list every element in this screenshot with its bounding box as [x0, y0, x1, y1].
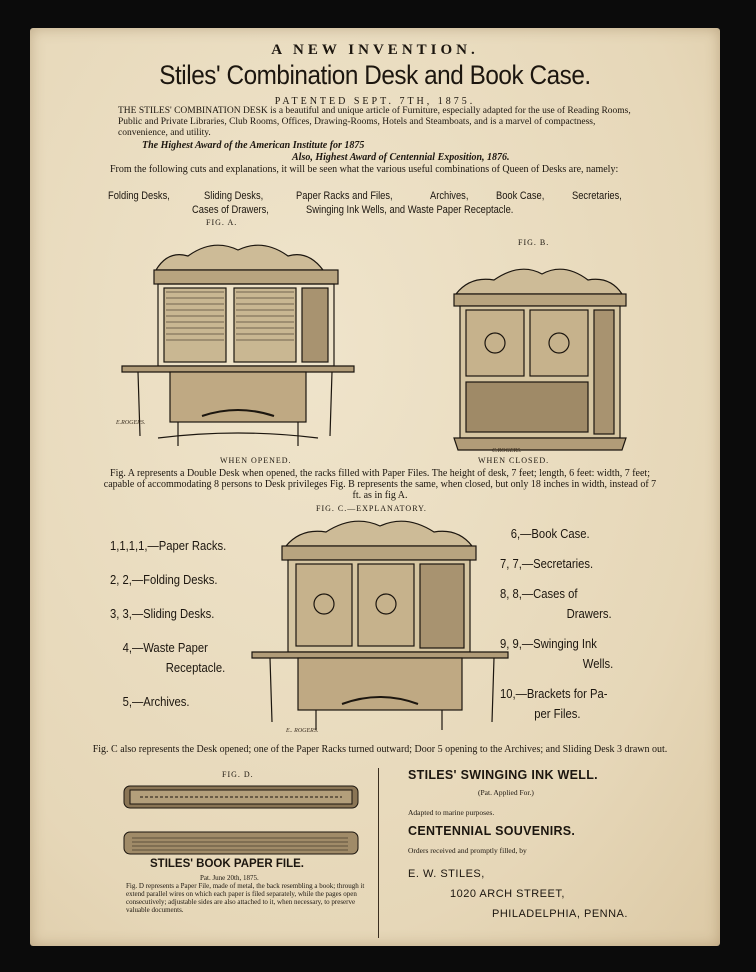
- when-closed-caption: WHEN CLOSED.: [478, 456, 550, 465]
- book-paper-file-patent: Pat. June 20th, 1875.: [200, 874, 259, 882]
- trade-card: [30, 28, 720, 946]
- legend-item: Drawers.: [566, 607, 612, 621]
- desk-closed-illustration: [450, 254, 630, 454]
- legend-item: 10,—Brackets for Pa-: [500, 687, 608, 701]
- legend-item: Wells.: [582, 657, 614, 671]
- use-item: Book Case,: [496, 190, 545, 202]
- use-item: Cases of Drawers,: [192, 204, 269, 216]
- ink-well-patent: (Pat. Applied For.): [478, 788, 534, 797]
- desk-opened-illustration: [118, 228, 358, 450]
- award-american-institute: The Highest Award of the American Institute for 1875: [142, 140, 365, 151]
- book-paper-file-title: STILES' BOOK PAPER FILE.: [150, 858, 304, 870]
- ink-well-title: STILES' SWINGING INK WELL.: [408, 768, 598, 782]
- paper-file-illustration: [120, 780, 364, 860]
- legend-right: [500, 524, 613, 724]
- award-centennial: Also, Highest Award of Centennial Exposition, 1876.: [292, 152, 510, 163]
- legend-item: 2, 2,—Folding Desks.: [110, 573, 218, 587]
- seller-street: 1020 ARCH STREET,: [450, 888, 565, 900]
- engraver-signature: C.ROGERS.: [492, 448, 522, 454]
- legend-item: Receptacle.: [165, 661, 226, 675]
- use-item: Swinging Ink Wells, and Waste Paper Receptacle.: [306, 204, 514, 216]
- intro-paragraph: THE STILES' COMBINATION DESK is a beautiful and unique article of Furniture, especially adapted for the use of Reading Rooms, Public and Private Libraries, Club Rooms, Offices, Drawing-Rooms, Hotels and Steamboats, and is a marvel of compactness, convenience, and utility.: [118, 106, 631, 138]
- card-title: Stiles' Combination Desk and Book Case.: [159, 60, 591, 90]
- legend-item: per Files.: [534, 707, 581, 721]
- legend-item: 8, 8,—Cases of: [500, 587, 578, 601]
- column-divider: [378, 768, 379, 938]
- legend-item: 7, 7,—Secretaries.: [500, 557, 594, 571]
- use-item: Archives,: [430, 190, 469, 202]
- legend-item: 3, 3,—Sliding Desks.: [110, 607, 215, 621]
- legend-item: 9, 9,—Swinging Ink: [500, 637, 597, 651]
- patent-line: PATENTED SEPT. 7TH, 1875.: [274, 96, 476, 107]
- fig-c-description: Fig. C also represents the Desk opened; one of the Paper Racks turned outward; Door 5 opening to the Archives; and Sliding Desk 3 drawn out.: [92, 744, 668, 755]
- fig-b-caption: FIG. B.: [518, 238, 550, 247]
- ink-well-adapted: Adapted to marine purposes.: [408, 808, 495, 817]
- legend-item: 5,—Archives.: [122, 695, 190, 709]
- fig-c-caption: FIG. C.—EXPLANATORY.: [316, 504, 427, 513]
- legend-left: [110, 536, 226, 712]
- from-paragraph: From the following cuts and explanations, it will be seen what the various useful combinations of Queen of Desks are, namely:: [110, 164, 619, 175]
- fig-d-caption: FIG. D.: [222, 770, 254, 779]
- use-item: Folding Desks,: [108, 190, 170, 202]
- orders-line: Orders received and promptly filled, by: [408, 846, 527, 855]
- legend-item: 1,1,1,1,—Paper Racks.: [110, 539, 227, 553]
- when-opened-caption: WHEN OPENED.: [220, 456, 292, 465]
- fig-d-description: Fig. D represents a Paper File, made of metal, the back resembling a book; through it extend parallel wires on which each paper is filed separately, while the pages open consecutively; adjustable sides are also attached to it, when necessary, to preserve valuable documents.: [126, 882, 365, 914]
- engraver-signature: E.ROGERS.: [116, 420, 146, 426]
- seller-city: PHILADELPHIA, PENNA.: [492, 908, 628, 920]
- legend-item: 4,—Waste Paper: [122, 641, 208, 655]
- use-item: Sliding Desks,: [204, 190, 264, 202]
- use-item: Secretaries,: [572, 190, 622, 202]
- legend-item: 6,—Book Case.: [510, 527, 590, 541]
- seller-name: E. W. STILES,: [408, 868, 485, 880]
- fig-a-caption: FIG. A.: [206, 218, 238, 227]
- invention-heading: A NEW INVENTION.: [271, 42, 479, 58]
- fig-a-description: Fig. A represents a Double Desk when opened, the racks filled with Paper Files. The height of desk, 7 feet; length, 6 feet: width, 7 feet; capable of accommodating 8 persons to Desk privileges Fig. B represents the same, when closed, but only 18 inches in width, instead of 7 ft. as in fig A.: [103, 468, 657, 501]
- souvenirs-title: CENTENNIAL SOUVENIRS.: [408, 824, 576, 838]
- use-item: Paper Racks and Files,: [296, 190, 393, 202]
- desk-explanatory-illustration: [246, 512, 516, 734]
- engraver-signature: E.. ROGERS.: [286, 728, 319, 734]
